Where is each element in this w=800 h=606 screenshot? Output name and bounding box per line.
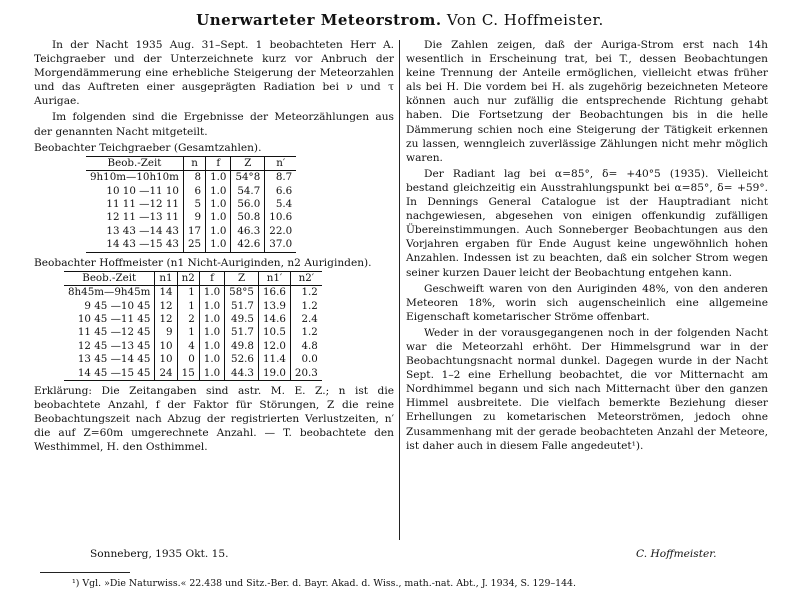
table-cell: 10 [155, 353, 177, 366]
table-row [64, 286, 322, 300]
table-hoffmeister [64, 271, 322, 381]
table-cell: 49.8 [225, 340, 259, 353]
table-cell: 1.2 [290, 286, 321, 300]
table-row [64, 300, 322, 313]
table-cell: 13 45 —14 45 [77, 353, 151, 366]
table-cell: 15 [177, 367, 199, 381]
table-row [64, 326, 322, 339]
table-cell: 14.6 [258, 313, 290, 326]
right-paragraph-1: Die Zahlen zeigen, daß der Auriga-Strom erst nach 14h wesentlich in Erscheinung trat, bei T., dessen Beobachtungen keine Trennung der Anteile ermöglichen, vielleicht etwas früher als bei H. Die vordem bei H. als zugehörig bezeichneten Meteore können auch nur zufällig die entsprechende Richtung gehabt haben. Die Fortsetzung der Beobachtungen bis in die helle Dämmerung schien noch eine Steigerung der Tätigkeit erkennen zu lassen, wenngleich zuverlässige Zählungen nicht mehr möglich waren. [406, 39, 768, 164]
right-paragraph-3: Geschweift waren von den Auriginden 48%, von den anderen Meteoren 18%, worin sich augenscheinlich eine allgemeine Eigenschaft kometarischer Ströme offenbart. [406, 282, 768, 323]
table-cell: 9h10m—10h10m [90, 171, 179, 184]
table-cell: 1 [177, 286, 199, 300]
table-cell: 11 11 —12 11 [106, 197, 179, 210]
table-header-row [86, 156, 296, 170]
table-cell: 13.9 [258, 300, 290, 313]
table-cell: 17 [183, 225, 205, 238]
table-cell: 1 [177, 300, 199, 313]
table-cell: 6 [183, 185, 205, 198]
table-row [64, 367, 322, 381]
table-cell: 12.0 [258, 340, 290, 353]
table-cell: 1.0 [199, 353, 224, 366]
article-title [0, 11, 800, 29]
title-author: Von C. Hoffmeister. [446, 11, 604, 29]
table-cell: 2 [177, 313, 199, 326]
right-paragraph-4: Weder in der vorausgegangenen noch in der folgenden Nacht war die Meteorzahl erhöht. Der Himmelsgrund war in der Beobachtungsnacht normal dunkel. Dagegen wurde in der Nacht Sept. 1–2 eine Erhellung beobachtet, die vor Mitternacht am Nordhimmel begann und sich nach Mitternacht über den ganzen Himmel ausbreitete. Die vielfach bemerkte Beziehung dieser Erhellungen zu kometarischen Meteorströmen, jedoch ohne Zusammenhang mit der gerade beobachteten Anzahl der Meteore, ist daher auch in diesem Falle angedeutet¹). [406, 326, 768, 452]
table-row [86, 211, 296, 224]
table-row [86, 185, 296, 198]
table-cell: 11.4 [258, 353, 290, 366]
table-cell: 1.0 [206, 225, 231, 238]
table-cell: 10.5 [258, 326, 290, 339]
table-teichgraeber [86, 156, 296, 253]
table-cell: 8h45m—9h45m [68, 286, 151, 299]
column-header: Z [225, 271, 259, 285]
table-cell: 1.0 [199, 326, 224, 339]
column-header: n2′ [290, 271, 321, 285]
left-column [34, 38, 394, 456]
table-cell: 6.6 [265, 185, 296, 198]
right-column [406, 38, 768, 455]
table1-heading: Beobachter Teichgraeber (Gesamtzahlen). [34, 141, 262, 154]
table-cell: 58°5 [225, 286, 259, 300]
table-cell: 8 [183, 171, 205, 185]
table-row [86, 225, 296, 238]
table-cell: 22.0 [265, 225, 296, 238]
table-cell: 9 45 —10 45 [84, 299, 151, 312]
table-cell: 1.0 [206, 211, 231, 224]
table-cell: 42.6 [231, 238, 265, 252]
table-cell: 12 11 —13 11 [106, 211, 179, 224]
table-cell: 37.0 [265, 238, 296, 252]
table-cell: 5.4 [265, 198, 296, 211]
table-cell: 4 [177, 340, 199, 353]
column-header: n1′ [258, 271, 290, 285]
table-cell: 1.0 [199, 313, 224, 326]
table-cell: 9 [155, 326, 177, 339]
table-cell: 13 43 —14 43 [106, 224, 179, 237]
table-cell: 1.0 [206, 171, 231, 185]
table-cell: 1.0 [206, 198, 231, 211]
table-cell: 1.2 [290, 300, 321, 313]
table-cell: 5 [183, 198, 205, 211]
table-cell: 9 [183, 211, 205, 224]
table-cell: 12 [155, 313, 177, 326]
table-cell: 12 [155, 300, 177, 313]
right-paragraph-2: Der Radiant lag bei α=85°, δ= +40°5 (1935). Vielleicht bestand gleichzeitig ein Ausstrahlungspunkt bei α=85°, δ= +59°. In Dennings General Catalogue ist der Hauptradiant nicht nachgewiesen, abgesehen von einigen offenkundig zufälligen Übereinstimmungen. Auch Sonneberger Beobachtungen aus den Vorjahren ergaben für Ende August keine ungewöhnlich hohen Anzahlen. Indessen ist zu beachten, daß ein solcher Strom wegen seiner kurzen Dauer leicht der Beobachtung entgehen kann. [406, 167, 768, 279]
column-header: n1 [155, 271, 177, 285]
table-cell: 51.7 [225, 300, 259, 313]
intro-paragraph: In der Nacht 1935 Aug. 31–Sept. 1 beobachteten Herr A. Teichgraeber und der Unterzeichnete kurz vor Anbruch der Morgendämmerung eine erhebliche Steigerung der Meteorzahlen und das Auftreten einer ausgeprägten Radiation bei ν und τ Aurigae. [34, 39, 394, 108]
title-main: Unerwarteter Meteorstrom. [196, 11, 442, 29]
table-cell: 50.8 [231, 211, 265, 224]
column-header: Beob.-Zeit [86, 156, 183, 170]
table-cell: 8.7 [265, 171, 296, 185]
table-cell: 1.0 [199, 340, 224, 353]
table-cell: 10 45 —11 45 [77, 312, 151, 325]
footnote-rule [40, 572, 130, 573]
table-cell: 14 43 —15 43 [86, 238, 183, 252]
column-header: Z [231, 156, 265, 170]
table-cell: 46.3 [231, 225, 265, 238]
table2-heading: Beobachter Hoffmeister (n1 Nicht-Auriginden, n2 Auriginden). [34, 256, 372, 269]
table-cell: 10.6 [265, 211, 296, 224]
column-header: n [183, 156, 205, 170]
table-row [86, 198, 296, 211]
table-cell: 10 [155, 340, 177, 353]
table-cell: 0 [177, 353, 199, 366]
table-cell: 1.0 [199, 367, 224, 381]
table-header-row [64, 271, 322, 285]
table-cell: 44.3 [225, 367, 259, 381]
table-cell: 1 [177, 326, 199, 339]
table-cell: 1.0 [206, 185, 231, 198]
table-cell: 16.6 [258, 286, 290, 300]
place-date: Sonneberg, 1935 Okt. 15. [90, 548, 229, 560]
table-cell: 51.7 [225, 326, 259, 339]
table-cell: 25 [183, 238, 205, 252]
column-divider [399, 40, 400, 540]
table-cell: 0.0 [290, 353, 321, 366]
column-header: n2 [177, 271, 199, 285]
table-cell: 56.0 [231, 198, 265, 211]
table-cell: 1.0 [206, 238, 231, 252]
table-cell: 14 [155, 286, 177, 300]
table-cell: 11 45 —12 45 [77, 326, 151, 339]
table-cell: 4.8 [290, 340, 321, 353]
table-cell: 49.5 [225, 313, 259, 326]
table-cell: 14 45 —15 45 [64, 367, 155, 381]
table-cell: 54°8 [231, 171, 265, 185]
table-row [64, 313, 322, 326]
explanation-paragraph: Erklärung: Die Zeitangaben sind astr. M. E. Z.; n ist die beobachtete Anzahl, f der Faktor für Störungen, Z die reine Beobachtungszeit nach Abzug der registrierten Verlustzeiten, n′ die auf Z=60m umgerechnete Anzahl. — T. beobachtete den Westhimmel, H. den Osthimmel. [34, 384, 394, 454]
table-cell: 24 [155, 367, 177, 381]
table-cell: 19.0 [258, 367, 290, 381]
column-header: f [199, 271, 224, 285]
table-row [86, 238, 296, 252]
table-cell: 10 10 —11 10 [106, 184, 179, 197]
table-cell: 54.7 [231, 185, 265, 198]
table-cell: 1.0 [199, 300, 224, 313]
footnote: ¹) Vgl. »Die Naturwiss.« 22.438 und Sitz.-Ber. d. Bayr. Akad. d. Wiss., math.-nat. Abt., J. 1934, S. 129–144. [72, 578, 577, 589]
table-cell: 52.6 [225, 353, 259, 366]
table-row [64, 340, 322, 353]
signature: C. Hoffmeister. [636, 548, 717, 560]
table-cell: 20.3 [290, 367, 321, 381]
table-cell: 2.4 [290, 313, 321, 326]
table-row [86, 171, 296, 185]
table-cell: 12 45 —13 45 [77, 339, 151, 352]
table-cell: 1.2 [290, 326, 321, 339]
column-header: n′ [265, 156, 296, 170]
table-row [64, 353, 322, 366]
intro-paragraph-2: Im folgenden sind die Ergebnisse der Meteorzählungen aus der genannten Nacht mitgeteilt. [34, 111, 394, 138]
table-cell: 1.0 [199, 286, 224, 300]
column-header: Beob.-Zeit [64, 271, 155, 285]
column-header: f [206, 156, 231, 170]
